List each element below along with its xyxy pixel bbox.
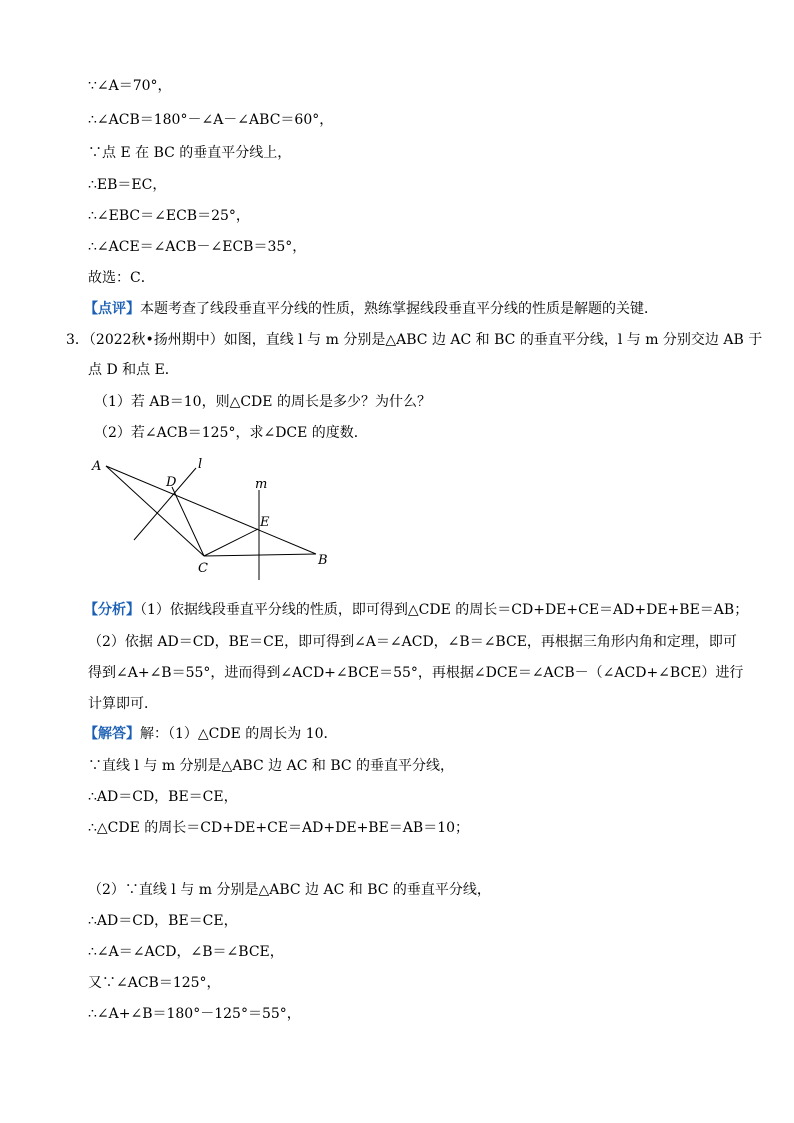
comment-text: 本题考查了线段垂直平分线的性质，熟练掌握线段垂直平分线的性质是解题的关键．	[140, 301, 658, 317]
problem-text-2: 点 D 和点 E．	[88, 362, 179, 378]
label-b: B	[318, 553, 328, 568]
question-2: （2）若∠ACB＝125°，求∠DCE 的度数．	[94, 425, 368, 441]
solution-text-5: （2）∵直线 l 与 m 分别是△ABC 边 AC 和 BC 的垂直平分线，	[88, 882, 491, 898]
segment-cd	[172, 487, 204, 556]
solution-tag: 【解答】	[84, 726, 140, 742]
line-l	[134, 468, 196, 540]
proof-line-7: 故选：C．	[88, 270, 155, 286]
solution-text-8: 又∵∠ACB＝125°，	[88, 975, 221, 991]
label-a: A	[92, 459, 102, 474]
proof-line-1: ∵∠A＝70°，	[88, 78, 172, 94]
analysis-text-4: 计算即可．	[88, 696, 158, 712]
problem-line-1	[66, 330, 762, 350]
proof-line-5: ∴∠EBC＝∠ECB＝25°，	[88, 208, 250, 224]
solution-text-2: ∵直线 l 与 m 分别是△ABC 边 AC 和 BC 的垂直平分线，	[88, 758, 455, 774]
proof-line-3: ∵点 E 在 BC 的垂直平分线上，	[88, 145, 292, 161]
segment-bc	[204, 554, 316, 556]
analysis-text-1: （1）依据线段垂直平分线的性质，即可得到△CDE 的周长＝CD+DE+CE＝AD+DE+BE＝AB；	[140, 602, 749, 618]
comment-line	[84, 299, 658, 319]
segment-ac	[106, 466, 204, 556]
label-l: l	[198, 457, 203, 472]
analysis-line-1	[84, 600, 748, 620]
label-e: E	[260, 515, 270, 530]
proof-line-6: ∴∠ACE＝∠ACB－∠ECB＝35°，	[88, 239, 307, 255]
analysis-text-3: 得到∠A+∠B＝55°，进而得到∠ACD+∠BCE＝55°，再根据∠DCE＝∠ACB－（∠ACD+∠BCE）进行	[88, 665, 744, 681]
solution-text-6: ∴AD＝CD，BE＝CE，	[88, 913, 238, 929]
comment-tag: 【点评】	[84, 301, 140, 317]
label-m: m	[255, 477, 268, 492]
solution-line-1	[84, 724, 338, 744]
problem-number: 3．	[66, 332, 89, 348]
segment-ce	[204, 529, 258, 556]
solution-text-3: ∴AD＝CD，BE＝CE，	[88, 789, 238, 805]
solution-text-1: 解：（1）△CDE 的周长为 10．	[140, 726, 338, 742]
proof-line-2: ∴∠ACB＝180°－∠A－∠ABC＝60°，	[88, 112, 334, 128]
problem-text-1: （2022秋•扬州期中）如图，直线 l 与 m 分别是△ABC 边 AC 和 BC 的垂直平分线，l 与 m 分别交边 AB 于	[88, 332, 763, 348]
proof-line-4: ∴EB＝EC，	[88, 177, 167, 193]
solution-text-9: ∴∠A+∠B＝180°－125°＝55°，	[88, 1006, 301, 1022]
analysis-tag: 【分析】	[84, 602, 140, 618]
analysis-text-2: （2）依据 AD＝CD，BE＝CE，即可得到∠A＝∠ACD，∠B＝∠BCE，再根据三角形内角和定理，即可	[88, 634, 737, 650]
segment-ab	[106, 466, 316, 554]
label-c: C	[198, 561, 208, 576]
geometry-diagram	[88, 450, 348, 590]
question-1: （1）若 AB＝10，则△CDE 的周长是多少？为什么？	[94, 394, 431, 410]
solution-text-4: ∴△CDE 的周长＝CD+DE+CE＝AD+DE+BE＝AB＝10；	[88, 820, 470, 836]
solution-text-7: ∴∠A＝∠ACD，∠B＝∠BCE，	[88, 944, 284, 960]
label-d: D	[166, 475, 177, 490]
